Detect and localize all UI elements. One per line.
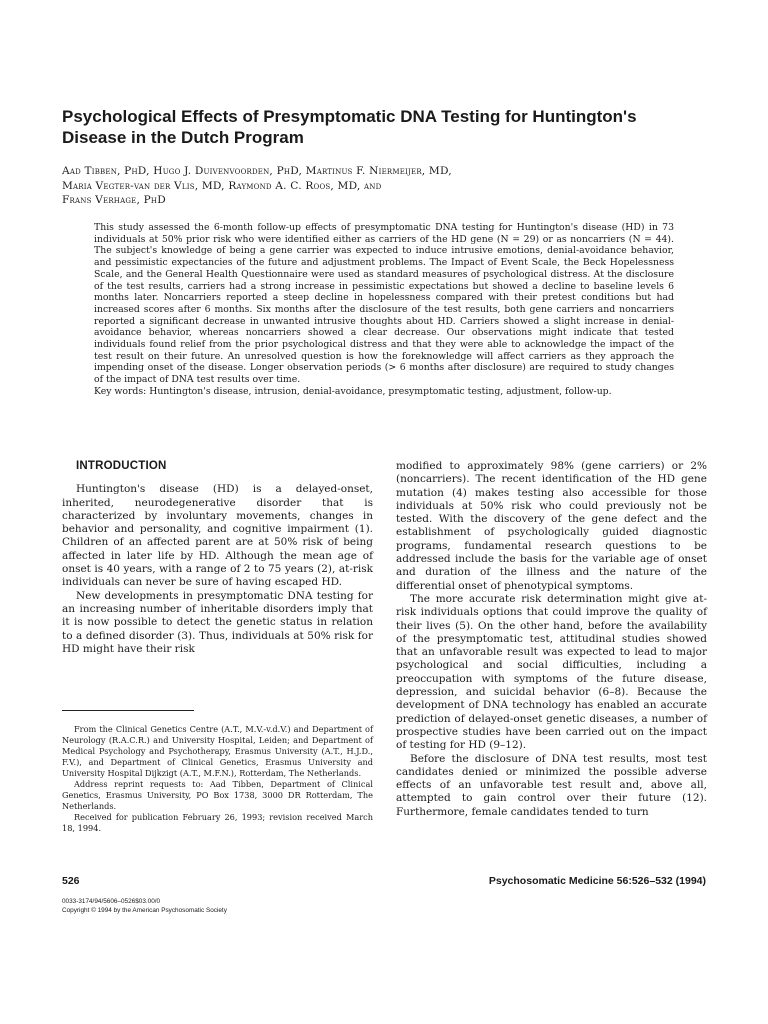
left-column bbox=[62, 460, 373, 656]
footnote-reprint: Address reprint requests to: Aad Tibben, Department of Clinical Genetics, Erasmus University, PO Box 1738, 3000 DR Rotterdam, The Netherlands. bbox=[62, 779, 373, 811]
body-paragraph: The more accurate risk determination might give at-risk individuals options that could improve the quality of their lives (5). On the other hand, before the availability of the presymptomatic test, attitudinal studies showed that an unfavorable result was expected to lead to major psychological and social difficulties, including a preoccupation with symptoms of the future disease, depression, and suicidal behavior (6–8). Because the development of DNA technology has enabled an accurate prediction of delayed-onset genetic diseases, a number of prospective studies have been carried out on the impact of testing for HD (9–12). bbox=[396, 592, 707, 752]
author-list bbox=[62, 164, 682, 208]
abstract bbox=[94, 222, 674, 398]
footnotes bbox=[62, 724, 373, 834]
author-line: Maria Vegter-van der Vlis, MD, Raymond A. C. Roos, MD, and bbox=[62, 179, 382, 192]
body-paragraph: modified to approximately 98% (gene carriers) or 2% (noncarriers). The recent identification of the HD gene mutation (4) makes testing also accessible for those individuals at 50% risk who could previously not be tested. With the discovery of the gene defect and the establishment of psychologically guided diagnostic programs, fundamental research questions to be addressed include the basis for the variable age of onset and duration of the illness and the nature of the differential onset of phenotypical symptoms. bbox=[396, 460, 707, 592]
body-paragraph: Before the disclosure of DNA test results, most test candidates denied or minimized the possible adverse effects of an unfavorable test result and, above all, attempted to gain control over their future (12). Furthermore, female candidates tended to turn bbox=[396, 752, 707, 818]
footnote-received: Received for publication February 26, 1993; revision received March 18, 1994. bbox=[62, 812, 373, 833]
page-number: 526 bbox=[62, 875, 80, 887]
article-title: Psychological Effects of Presymptomatic DNA Testing for Huntington's Disease in the Dutch Program bbox=[62, 107, 637, 147]
author-line: Aad Tibben, PhD, Hugo J. Duivenvoorden, PhD, Martinus F. Niermeijer, MD, bbox=[62, 165, 452, 177]
right-column bbox=[396, 460, 707, 819]
footnote-affiliation: From the Clinical Genetics Centre (A.T., M.V.-v.d.V.) and Department of Neurology (R.A.C.R.) and University Hospital, Leiden; and Department of Medical Psychology and Psychotherapy, Erasmus University (A.T., H.J.D., F.V.), and Department of Clinical Genetics, Erasmus University and University Hospital Dijkzigt (A.T., M.F.N.), Rotterdam, The Netherlands. bbox=[62, 724, 373, 778]
copyright-notice: Copyright © 1994 by the American Psychosomatic Society bbox=[62, 906, 227, 914]
body-paragraph: Huntington's disease (HD) is a delayed-onset, inherited, neurodegenerative disorder that is characterized by involuntary movements, changes in behavior and personality, and cognitive impairment (1). Children of an affected parent are at 50% risk of being affected in later life by HD. Although the mean age of onset is 40 years, with a range of 2 to 75 years (2), at-risk individuals can never be sure of having escaped HD. bbox=[62, 483, 373, 589]
footnote-divider bbox=[62, 710, 194, 711]
section-heading-introduction: INTRODUCTION bbox=[76, 460, 167, 472]
issn-code: 0033-3174/94/5606–0526$03.00/0 bbox=[62, 898, 161, 905]
author-line: Frans Verhage, PhD bbox=[62, 194, 166, 207]
body-paragraph: New developments in presymptomatic DNA testing for an increasing number of inheritable disorders imply that it is now possible to detect the genetic status in relation to a defined disorder (3). Thus, individuals at 50% risk for HD might have their risk bbox=[62, 589, 373, 655]
journal-reference: Psychosomatic Medicine 56:526–532 (1994) bbox=[488, 875, 706, 887]
keywords: Key words: Huntington's disease, intrusion, denial-avoidance, presymptomatic testing, adjustment, follow-up. bbox=[94, 385, 612, 397]
abstract-text: This study assessed the 6-month follow-up effects of presymptomatic DNA testing for Huntington's disease (HD) in 73 individuals at 50% prior risk who were identified either as carriers of the HD gene (N = 29) or as noncarriers (N = 44). The subject's knowledge of being a gene carrier was expected to induce intrusive emotions, denial-avoidance behavior, and pessimistic expectancies of the future and adjustment problems. The Impact of Event Scale, the Beck Hopelessness Scale, and the General Health Questionnaire were used as standard measures of psychological distress. At the disclosure of the test results, carriers had a strong increase in pessimistic expectations but showed a decline to baseline levels 6 months later. Noncarriers reported a steep decline in hopelessness compared with their pretest conditions but had increased scores after 6 months. Six months after the disclosure of the test results, both gene carriers and noncarriers reported a significant decrease in unwanted intrusive thoughts about HD. Carriers showed a slight increase in denial-avoidance behavior, whereas noncarriers showed a clear decrease. Our observations might indicate that tested individuals found relief from the prior psychological distress and that they were able to acknowledge the impact of the test result on their future. An unresolved question is how the foreknowledge will affect carriers as they approach the impending onset of the disease. Longer observation periods (> 6 months after disclosure) are required to study changes of the impact of DNA test results over time. bbox=[94, 222, 674, 386]
publication-codes bbox=[62, 898, 227, 915]
